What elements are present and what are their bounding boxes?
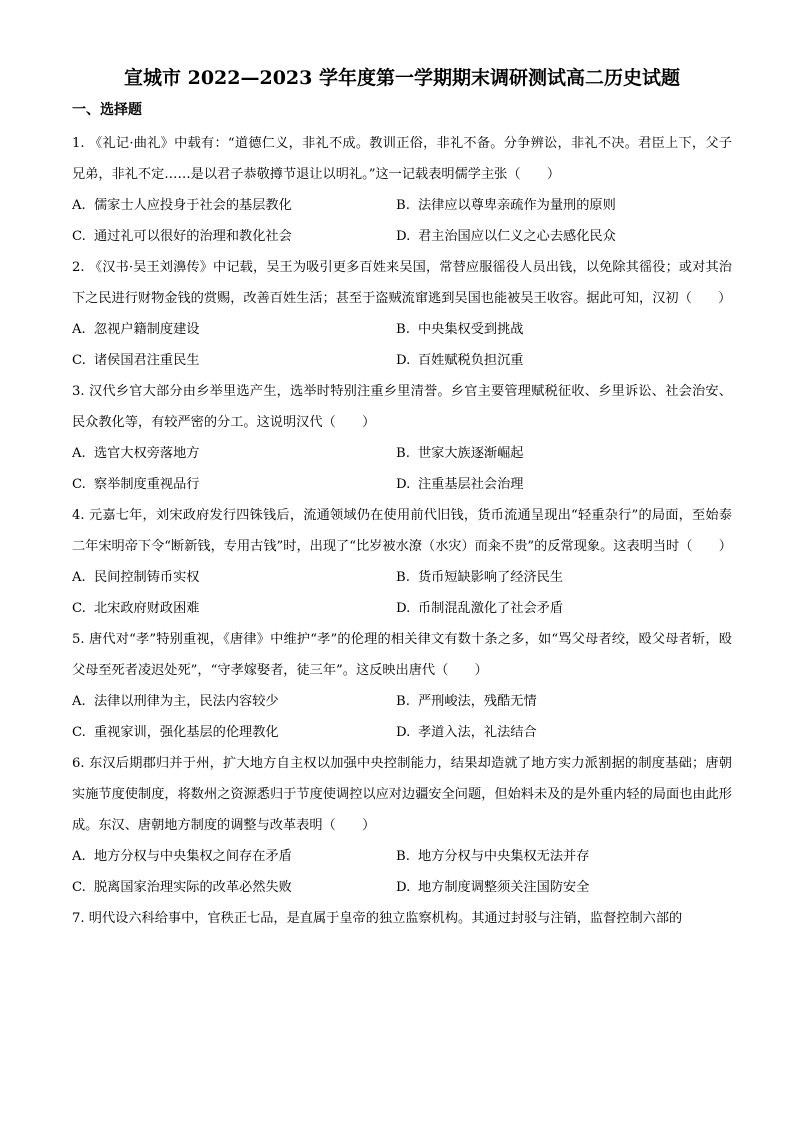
option-text: 通过礼可以很好的治理和教化社会 <box>94 229 292 244</box>
option-d <box>396 872 732 903</box>
exam-page <box>72 64 732 934</box>
question-6 <box>72 748 732 903</box>
page-title: 宣城市 2022—2023 学年度第一学期期末调研测试高二历史试题 <box>124 67 680 89</box>
option-a <box>72 841 396 872</box>
option-letter: A. <box>72 570 86 585</box>
option-a <box>72 314 396 345</box>
question-stem: 4. 元嘉七年，刘宋政府发行四铢钱后，流通领域仍在使用前代旧钱，货币流通呈现出“轻重杂行”的局面，至始泰二年宋明帝下令“断新钱，专用古钱”时，出现了“比岁被水潦（水灾）而籴不贵”的反常现象。这表明当时（ ） <box>72 508 732 554</box>
option-letter: C. <box>72 353 86 368</box>
option-b <box>396 686 732 717</box>
option-text: 儒家士人应投身于社会的基层教化 <box>94 198 292 213</box>
option-text: 地方分权与中央集权之间存在矛盾 <box>94 849 292 864</box>
option-grid <box>72 686 732 748</box>
option-letter: A. <box>72 694 86 709</box>
option-b <box>396 562 732 593</box>
option-c <box>72 345 396 376</box>
option-text: 孝道入法，礼法结合 <box>418 725 537 740</box>
option-d <box>396 593 732 624</box>
question-stem: 6. 东汉后期郡归并于州，扩大地方自主权以加强中央控制能力，结果却造就了地方实力派割据的制度基础；唐朝实施节度使制度，将数州之资源悉归于节度使调控以应对边疆安全问题，但始料未及的是外重内轻的局面也由此形成。东汉、唐朝地方制度的调整与改革表明（ ） <box>72 756 732 833</box>
option-text: 中央集权受到挑战 <box>418 322 524 337</box>
option-c <box>72 593 396 624</box>
option-text: 北宋政府财政困难 <box>94 601 200 616</box>
option-b <box>396 841 732 872</box>
option-text: 注重基层社会治理 <box>418 477 524 492</box>
option-c <box>72 221 396 252</box>
option-letter: B. <box>396 849 410 864</box>
option-letter: C. <box>72 229 86 244</box>
question-1 <box>72 128 732 252</box>
option-d <box>396 717 732 748</box>
option-letter: D. <box>396 880 411 895</box>
option-letter: D. <box>396 601 411 616</box>
option-letter: C. <box>72 725 86 740</box>
option-text: 地方分权与中央集权无法并存 <box>418 849 590 864</box>
option-a <box>72 190 396 221</box>
option-grid <box>72 190 732 252</box>
option-a <box>72 562 396 593</box>
option-d <box>396 469 732 500</box>
option-text: 法律以刑律为主，民法内容较少 <box>94 694 279 709</box>
option-letter: B. <box>396 322 410 337</box>
option-c <box>72 872 396 903</box>
option-letter: B. <box>396 570 410 585</box>
option-a <box>72 438 396 469</box>
option-text: 百姓赋税负担沉重 <box>418 353 524 368</box>
option-grid <box>72 314 732 376</box>
option-text: 货币短缺影响了经济民生 <box>418 570 564 585</box>
option-text: 地方制度调整须关注国防安全 <box>418 880 590 895</box>
option-b <box>396 190 732 221</box>
option-letter: A. <box>72 198 86 213</box>
option-b <box>396 314 732 345</box>
option-grid <box>72 438 732 500</box>
question-stem: 2. 《汉书·吴王刘濞传》中记载，吴王为吸引更多百姓来吴国，常替应服徭役人员出钱，以免除其徭役；或对其治下之民进行财物金钱的赏赐，改善百姓生活；甚至于盗贼流窜逃到吴国也能被吴王收容。据此可知，汉初（ ） <box>72 260 732 306</box>
option-letter: B. <box>396 198 410 213</box>
option-text: 重视家训，强化基层的伦理教化 <box>94 725 279 740</box>
option-a <box>72 686 396 717</box>
option-text: 君主治国应以仁义之心去感化民众 <box>418 229 616 244</box>
option-letter: B. <box>396 446 410 461</box>
question-stem: 5. 唐代对“孝”特别重视，《唐律》中维护“孝”的伦理的相关律文有数十条之多，如“骂父母者绞，殴父母者斩，殴父母至死者凌迟处死”，“守孝嫁娶者，徒三年”。这反映出唐代（ ） <box>72 632 732 678</box>
option-d <box>396 221 732 252</box>
option-text: 脱离国家治理实际的改革必然失败 <box>94 880 292 895</box>
option-letter: D. <box>396 725 411 740</box>
question-stem: 3. 汉代乡官大部分由乡举里选产生，选举时特别注重乡里清誉。乡官主要管理赋税征收、乡里诉讼、社会治安、民众教化等，有较严密的分工。这说明汉代（ ） <box>72 384 732 430</box>
option-letter: C. <box>72 477 86 492</box>
section-heading: 一、选择题 <box>72 102 142 118</box>
question-4 <box>72 500 732 624</box>
question-list <box>72 128 732 934</box>
question-stem: 7. 明代设六科给事中，官秩正七品，是直属于皇帝的独立监察机构。其通过封驳与注销，监督控制六部的 <box>72 911 683 926</box>
option-text: 世家大族逐渐崛起 <box>418 446 524 461</box>
option-letter: A. <box>72 849 86 864</box>
option-letter: B. <box>396 694 410 709</box>
option-c <box>72 717 396 748</box>
option-d <box>396 345 732 376</box>
option-text: 严刑峻法，残酷无情 <box>418 694 537 709</box>
question-3 <box>72 376 732 500</box>
option-text: 法律应以尊卑亲疏作为量刑的原则 <box>418 198 616 213</box>
option-letter: A. <box>72 446 86 461</box>
option-letter: A. <box>72 322 86 337</box>
option-letter: D. <box>396 477 411 492</box>
option-text: 选官大权旁落地方 <box>94 446 200 461</box>
option-b <box>396 438 732 469</box>
option-text: 察举制度重视品行 <box>94 477 200 492</box>
question-5 <box>72 624 732 748</box>
option-c <box>72 469 396 500</box>
option-letter: C. <box>72 601 86 616</box>
option-grid <box>72 562 732 624</box>
option-letter: D. <box>396 353 411 368</box>
option-text: 忽视户籍制度建设 <box>94 322 200 337</box>
question-7 <box>72 903 732 934</box>
option-letter: C. <box>72 880 86 895</box>
option-text: 币制混乱激化了社会矛盾 <box>418 601 564 616</box>
option-grid <box>72 841 732 903</box>
option-text: 诸侯国君注重民生 <box>94 353 200 368</box>
option-text: 民间控制铸币实权 <box>94 570 200 585</box>
option-letter: D. <box>396 229 411 244</box>
question-stem: 1. 《礼记·曲礼》中载有：“道德仁义，非礼不成。教训正俗，非礼不备。分争辨讼，非礼不决。君臣上下，父子兄弟，非礼不定……是以君子恭敬撙节退让以明礼。”这一记载表明儒学主张（ ） <box>72 136 732 182</box>
question-2 <box>72 252 732 376</box>
